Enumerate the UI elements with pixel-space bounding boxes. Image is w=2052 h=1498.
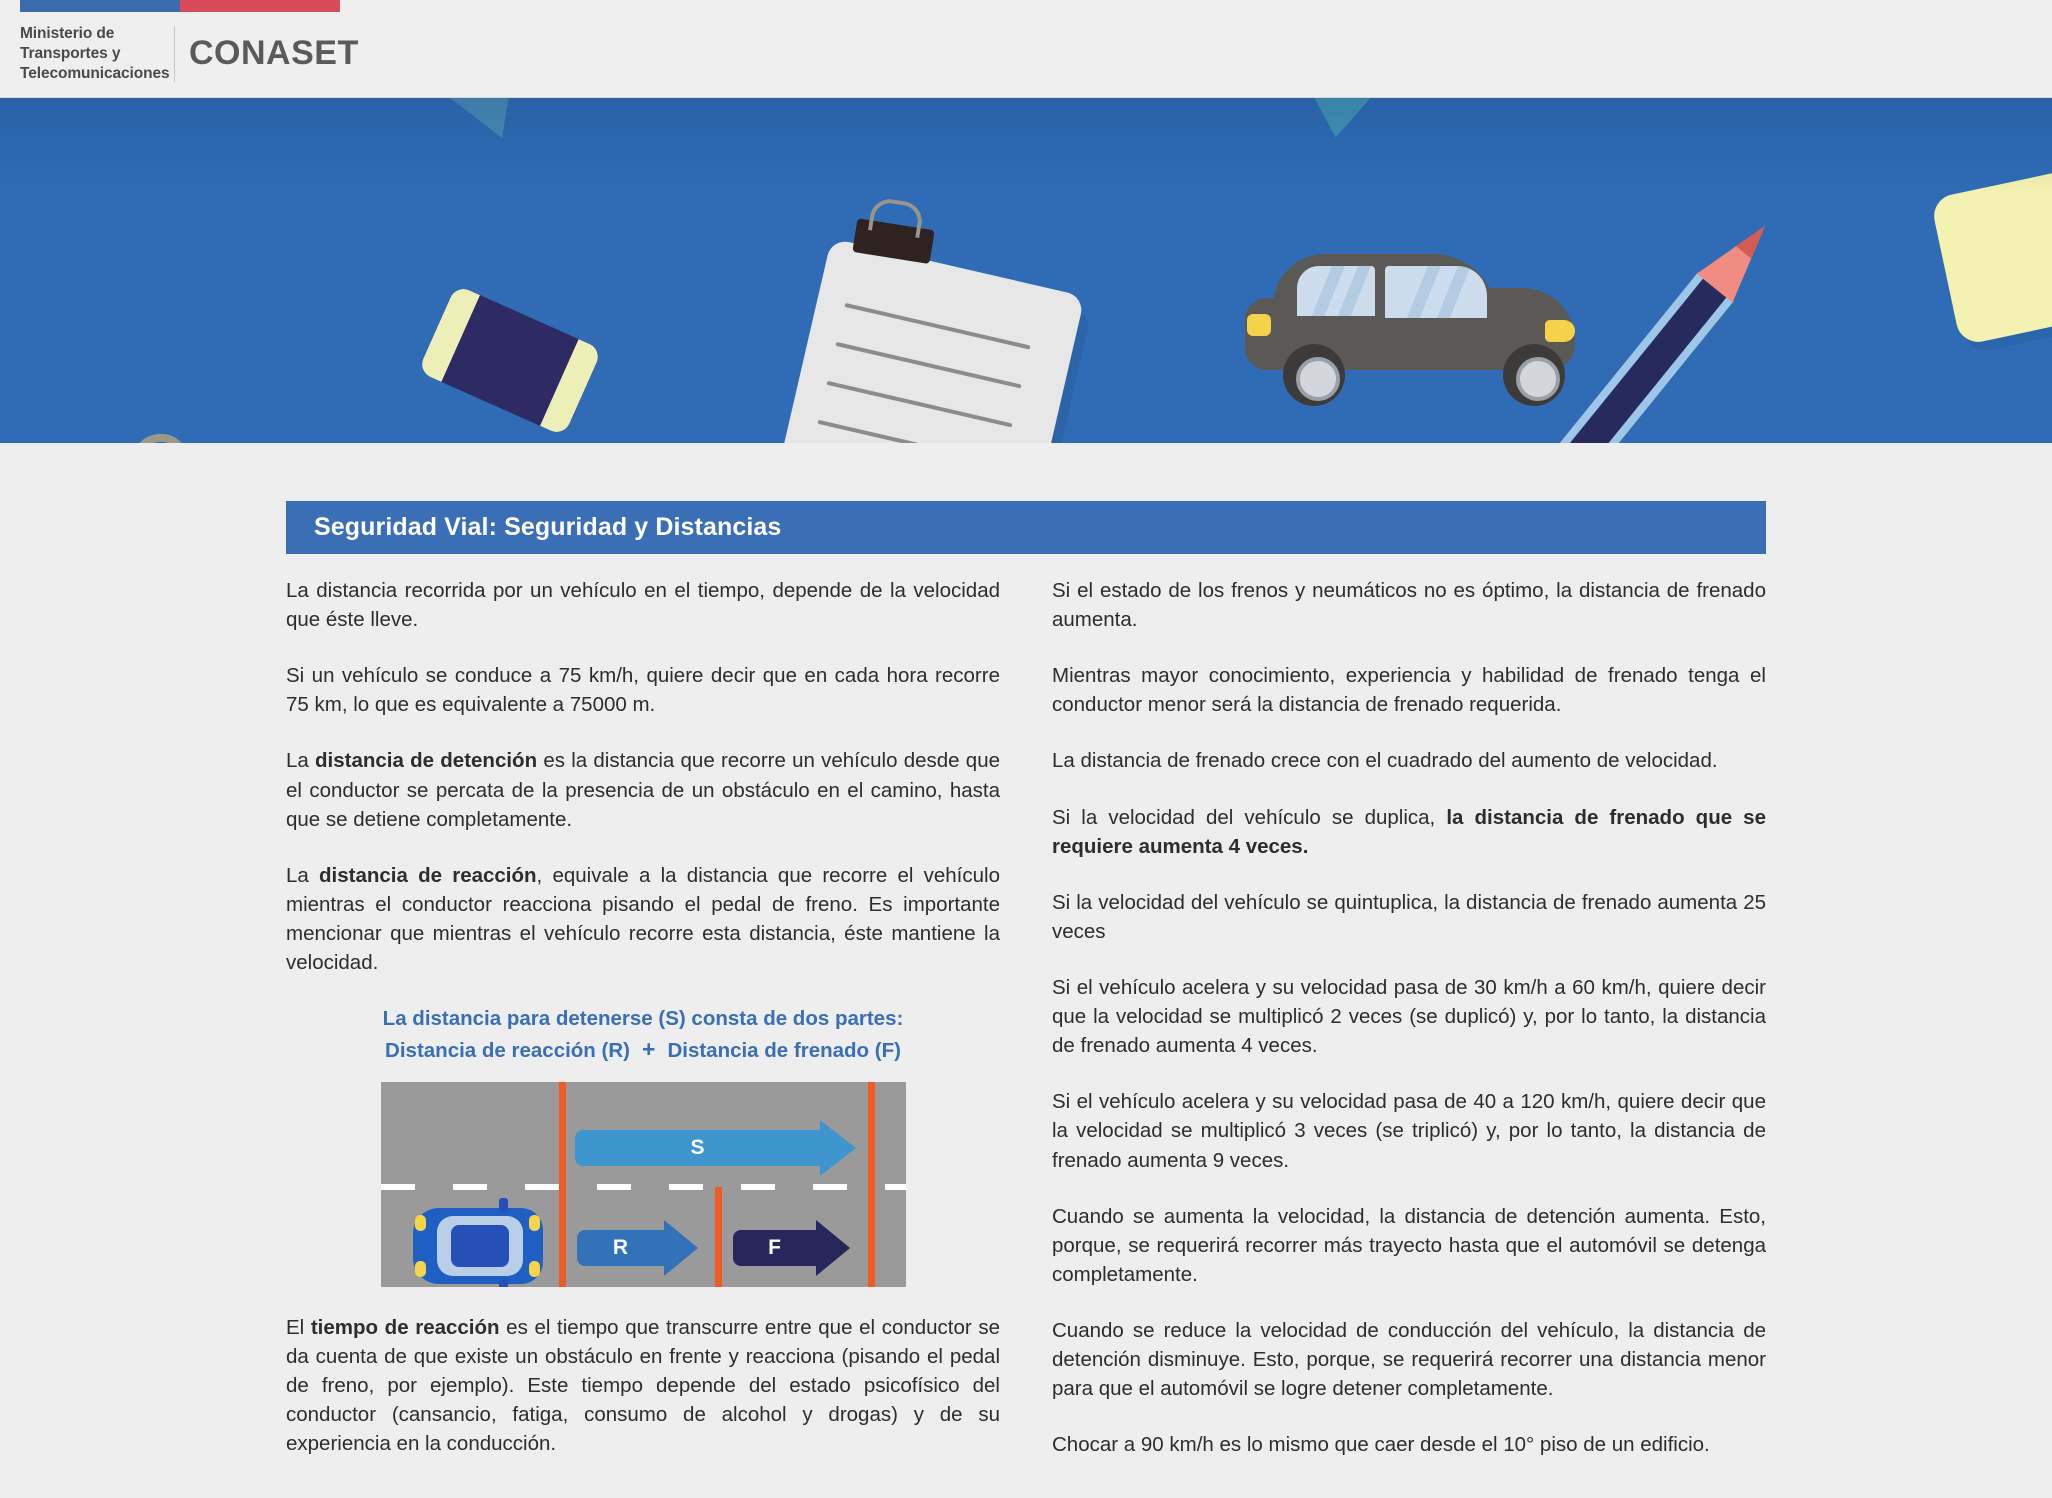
eraser-cap-right — [540, 339, 602, 436]
paragraph — [286, 661, 1000, 719]
triangle-decoration-right — [1271, 98, 1395, 147]
lane-divider-dashes — [381, 1184, 906, 1190]
paragraph — [1052, 1316, 1766, 1403]
car-top-roof-inner — [451, 1225, 509, 1267]
paperclip-icon — [125, 420, 241, 443]
car-window-front — [1297, 266, 1375, 316]
arrow-label-r: R — [577, 1230, 665, 1266]
arrow-label-f: F — [733, 1230, 817, 1266]
arrow-head-f — [816, 1220, 850, 1276]
agency-name: CONASET — [189, 34, 359, 73]
binder-clip-icon — [852, 218, 934, 264]
road-marker-2 — [715, 1187, 722, 1287]
page-title: Seguridad Vial: Seguridad y Distancias — [286, 501, 1766, 554]
car-top-lamp — [415, 1215, 426, 1231]
car-top-mirror — [499, 1198, 508, 1212]
car-wheel-rear — [1283, 344, 1345, 406]
eraser-icon — [418, 285, 603, 437]
arrow-reaction-distance — [577, 1220, 698, 1276]
eraser-cap-left — [418, 285, 480, 382]
car-headlight — [1545, 320, 1575, 342]
window-glint — [1391, 266, 1443, 318]
brand-lockup[interactable] — [20, 24, 359, 83]
paragraph — [286, 746, 1000, 833]
paragraph — [1052, 746, 1766, 775]
plus-sign-icon: + — [642, 1036, 656, 1063]
emphasis-text: la distancia de frenado que se requiere aumenta 4 veces. — [1052, 805, 1766, 858]
arrow-braking-distance — [733, 1220, 850, 1276]
arrow-stopping-distance — [575, 1120, 856, 1176]
text-run: Si el vehículo acelera y su velocidad pasa de 30 km/h a 60 km/h, quiere decir que la velocidad se multiplicó 2 veces (se duplicó) y, por lo tanto, la distancia de frenado aumenta 4 veces. — [1052, 975, 1766, 1058]
paragraph — [286, 861, 1000, 977]
document-body — [286, 501, 1766, 1486]
text-run: Si la velocidad del vehículo se quintuplica, la distancia de frenado aumenta 25 veces — [1052, 890, 1766, 943]
road-diagram — [381, 1082, 906, 1287]
figure-caption-line-1: La distancia para detenerse (S) consta de dos partes: — [382, 1007, 904, 1031]
car-top-lamp — [415, 1261, 426, 1277]
text-run: , equivale a la distancia que recorre el vehículo mientras el conductor reacciona pisando el pedal de freno. Es importante mencionar que mientras el vehículo recorre esta distancia, éste mantiene la velocidad. — [286, 863, 1000, 975]
figure-caption-line-2 — [286, 1033, 1000, 1066]
triangle-decoration-left — [431, 98, 531, 151]
chile-flag-bar — [20, 0, 340, 12]
arrow-label-s: S — [575, 1130, 821, 1166]
text-run: Si un vehículo se conduce a 75 km/h, quiere decir que en cada hora recorre 75 km, lo que es equivalente a 75000 m. — [286, 664, 1000, 717]
right-paragraphs — [1052, 576, 1766, 1459]
text-run: es el tiempo que transcurre entre que el conductor se da cuenta de que existe un obstáculo en frente y reacciona (pisando el pedal de freno, por ejemplo). Este tiempo depende del estado psicofísico del conductor (cansancio, fatiga, consumo de alcohol y drogas) y de su experiencia en la conducción. — [286, 1315, 1000, 1456]
stopping-distance-figure — [286, 1004, 1000, 1287]
paragraph — [286, 1313, 1000, 1459]
clipboard-line — [835, 342, 1021, 389]
paragraph — [1052, 661, 1766, 719]
car-top-lamp — [529, 1261, 540, 1277]
flag-blue-stripe — [20, 0, 180, 12]
paragraph — [1052, 888, 1766, 946]
text-run: El — [286, 1315, 311, 1339]
emphasis-text: distancia de reacción — [319, 863, 537, 887]
car-wheel-front — [1503, 344, 1565, 406]
text-run: Cuando se reduce la velocidad de conducción del vehículo, la distancia de detención disminuye. Esto, porque, se requerirá recorrer una distancia menor para que el automóvil se logre detener completamente. — [1052, 1318, 1766, 1401]
figure-caption-reaction: Distancia de reacción (R) — [385, 1039, 630, 1063]
road-marker-1 — [559, 1082, 566, 1287]
left-paragraphs-after-figure — [286, 1313, 1000, 1459]
sticky-note-icon — [1930, 168, 2052, 346]
text-run: es la distancia que recorre un vehículo desde que el conductor se percata de la presencia de un obstáculo en el camino, hasta que se detiene completamente. — [286, 749, 1000, 831]
car-top-view-icon — [413, 1208, 543, 1284]
clipboard-icon — [755, 238, 1085, 443]
text-run: La — [286, 863, 320, 887]
ministry-name — [20, 24, 168, 83]
road-marker-3 — [868, 1082, 875, 1287]
car-top-lamp — [529, 1215, 540, 1231]
car-window-rear — [1385, 266, 1487, 318]
flag-red-stripe — [180, 0, 340, 12]
two-column-layout — [286, 554, 1766, 1486]
paragraph — [1052, 1202, 1766, 1289]
paragraph — [1052, 803, 1766, 861]
left-column — [286, 576, 1000, 1486]
paragraph — [1052, 1087, 1766, 1174]
right-column — [1052, 576, 1766, 1486]
paragraph — [286, 576, 1000, 634]
ministry-line-2: Transportes y — [20, 44, 121, 62]
clipboard-line — [817, 420, 1003, 443]
text-run: La distancia de frenado crece con el cuadrado del aumento de velocidad. — [1052, 749, 1718, 773]
emphasis-text: tiempo de reacción — [310, 1315, 500, 1339]
figure-caption-braking: Distancia de frenado (F) — [667, 1039, 901, 1063]
emphasis-text: distancia de detención — [315, 749, 538, 773]
text-run: La — [286, 749, 316, 773]
paragraph — [1052, 1430, 1766, 1459]
car-taillight — [1247, 314, 1271, 336]
text-run: Si el vehículo acelera y su velocidad pasa de 40 a 120 km/h, quiere decir que la velocidad se multiplicó 3 veces (se triplicó) y, por lo tanto, la distancia de frenado aumenta 9 veces. — [1052, 1090, 1766, 1172]
figure-caption — [286, 1004, 1000, 1066]
ministry-line-3: Telecomunicaciones — [20, 64, 170, 82]
brand-divider — [174, 26, 175, 82]
clipboard-line — [826, 381, 1012, 428]
arrow-head-r — [664, 1220, 698, 1276]
paragraph — [1052, 576, 1766, 634]
text-run: Si el estado de los frenos y neumáticos no es óptimo, la distancia de frenado aumenta. — [1052, 579, 1766, 632]
car-top-mirror — [499, 1280, 508, 1287]
arrow-head-s — [820, 1120, 856, 1176]
left-paragraphs-before-figure — [286, 576, 1000, 977]
text-run: Mientras mayor conocimiento, experiencia y habilidad de frenado tenga el conductor menor será la distancia de frenado requerida. — [1052, 664, 1766, 717]
text-run: Cuando se aumenta la velocidad, la distancia de detención aumenta. Esto, porque, se requerirá recorrer más trayecto hasta que el automóvil se detenga completamente. — [1052, 1204, 1766, 1286]
hero-banner — [0, 98, 2052, 443]
text-run: Si la velocidad del vehículo se duplica, — [1052, 805, 1447, 829]
paragraph — [1052, 973, 1766, 1060]
text-run: La distancia recorrida por un vehículo en el tiempo, depende de la velocidad que éste lleve. — [286, 579, 1000, 632]
clipboard-line — [844, 303, 1030, 350]
car-icon — [1245, 248, 1575, 408]
page-content — [0, 443, 2052, 1486]
text-run: Chocar a 90 km/h es lo mismo que caer desde el 10° piso de un edificio. — [1052, 1433, 1710, 1457]
ministry-line-1: Ministerio de — [20, 25, 115, 42]
site-header — [0, 0, 2052, 98]
